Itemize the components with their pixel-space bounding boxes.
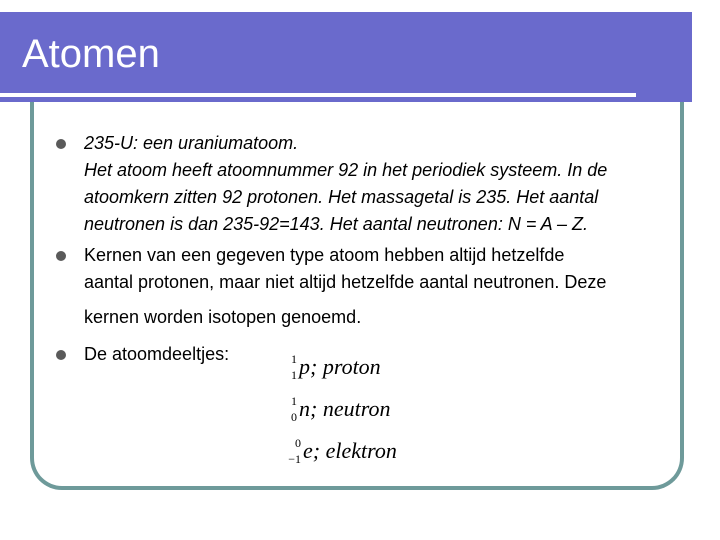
bullet-line: neutronen is dan 235-92=143. Het aantal neutronen: N = A – Z. <box>84 214 589 234</box>
particle-proton <box>283 352 503 394</box>
particle-label: e; elektron <box>303 438 397 463</box>
bullet-item-uranium <box>60 130 680 238</box>
slide-title: Atomen <box>22 32 160 76</box>
bullet-dot <box>56 251 66 261</box>
bullet-line: kernen worden isotopen genoemd. <box>84 307 362 327</box>
bullet-dot <box>56 139 66 149</box>
isotope-notation <box>283 394 297 436</box>
title-underline <box>0 93 636 97</box>
charge-number: 1 <box>291 368 297 382</box>
slide-content <box>60 130 680 368</box>
mass-number: 0 <box>295 436 301 450</box>
bullet-line: 235-U: een uraniumatoom. <box>84 133 299 153</box>
bullet-line: De atoomdeeltjes: <box>84 344 230 364</box>
charge-number: 0 <box>291 410 297 424</box>
particle-formulas <box>283 352 503 478</box>
bullet-item-isotopes <box>60 242 680 331</box>
bullet-line: Kernen van een gegeven type atoom hebben altijd hetzelfde <box>84 245 565 265</box>
isotope-notation <box>283 352 297 394</box>
particle-label: n; neutron <box>299 396 391 421</box>
bullet-line: aantal protonen, maar niet altijd hetzelfde aantal neutronen. Deze <box>84 272 607 292</box>
particle-neutron <box>283 394 503 436</box>
isotope-notation <box>283 436 301 478</box>
mass-number: 1 <box>291 394 297 408</box>
bullet-line: atoomkern zitten 92 protonen. Het massagetal is 235. Het aantal <box>84 187 599 207</box>
top-right-notch <box>692 0 720 12</box>
bullet-line: Het atoom heeft atoomnummer 92 in het periodiek systeem. In de <box>84 160 608 180</box>
particle-label: p; proton <box>299 354 381 379</box>
mass-number: 1 <box>291 352 297 366</box>
particle-electron <box>283 436 503 478</box>
charge-number: −1 <box>288 452 301 466</box>
bullet-dot <box>56 350 66 360</box>
